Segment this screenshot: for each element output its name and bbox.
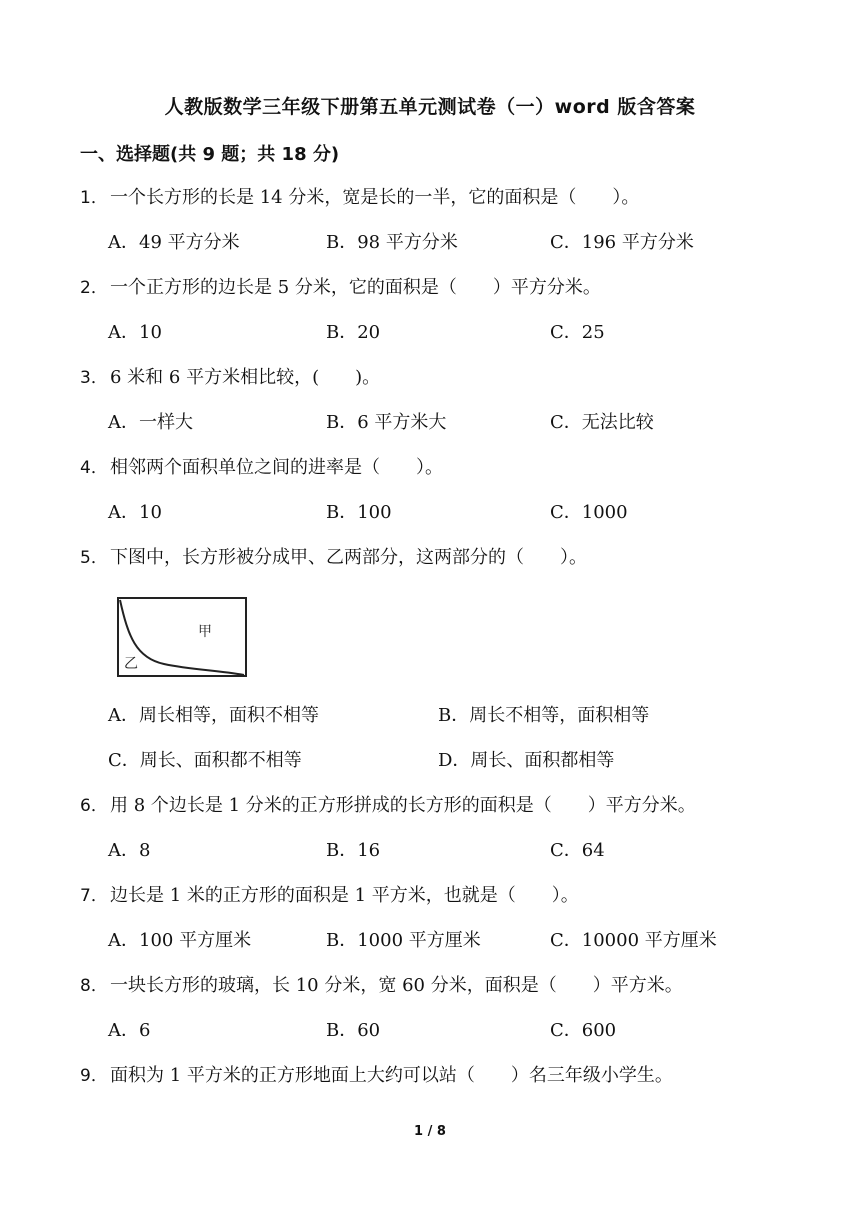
question-text: 面积为 1 平方米的正方形地面上大约可以站（ ）名三年级小学生。	[110, 1065, 673, 1086]
question-number: 1．	[80, 188, 108, 208]
question-number: 6．	[80, 796, 108, 816]
question-9	[80, 1061, 673, 1087]
option-a: A．8	[108, 840, 151, 861]
option-c: C．10000 平方厘米	[550, 930, 717, 951]
option-a: A．49 平方分米	[108, 232, 240, 253]
question-number: 5．	[80, 548, 108, 568]
option-c: C．64	[550, 840, 605, 861]
question-text: 一块长方形的玻璃，长 10 分米，宽 60 分米，面积是（ ）平方米。	[110, 975, 683, 996]
section-heading: 一、选择题(共 9 题；共 18 分)	[80, 144, 340, 165]
question-number: 2．	[80, 278, 108, 298]
question-8	[80, 971, 683, 997]
option-c: C．196 平方分米	[550, 232, 694, 253]
page-number: 1 / 8	[414, 1124, 446, 1139]
question-1	[80, 183, 639, 209]
option-a: A．100 平方厘米	[108, 930, 252, 951]
option-c: C．周长、面积都不相等	[108, 750, 302, 771]
rectangle-figure	[116, 596, 250, 684]
question-3	[80, 363, 380, 389]
option-c: C．25	[550, 322, 605, 343]
question-number: 9．	[80, 1066, 108, 1086]
question-text: 6 米和 6 平方米相比较，( )。	[110, 367, 381, 388]
question-number: 4．	[80, 458, 108, 478]
option-d: D．周长、面积都相等	[438, 750, 615, 771]
question-4	[80, 453, 443, 479]
question-text: 用 8 个边长是 1 分米的正方形拼成的长方形的面积是（ ）平方分米。	[110, 795, 696, 816]
question-text: 一个正方形的边长是 5 分米，它的面积是（ ）平方分米。	[110, 277, 601, 298]
option-b: B．100	[326, 502, 392, 523]
option-a: A．一样大	[108, 412, 193, 433]
question-number: 8．	[80, 976, 108, 996]
option-a: A．10	[108, 322, 162, 343]
document-title: 人教版数学三年级下册第五单元测试卷（一）word 版含答案	[164, 96, 696, 118]
question-text: 下图中，长方形被分成甲、乙两部分，这两部分的（ ）。	[110, 547, 587, 568]
option-b: B．20	[326, 322, 381, 343]
option-b: B．98 平方分米	[326, 232, 458, 253]
question-number: 3．	[80, 368, 108, 388]
question-text: 相邻两个面积单位之间的进率是（ ）。	[110, 457, 443, 478]
question-text: 边长是 1 米的正方形的面积是 1 平方米，也就是（ ）。	[110, 885, 579, 906]
option-b: B．周长不相等，面积相等	[438, 705, 650, 726]
option-b: B．6 平方米大	[326, 412, 447, 433]
option-b: B．60	[326, 1020, 381, 1041]
question-5	[80, 543, 587, 569]
option-a: A．周长相等，面积不相等	[108, 705, 319, 726]
region-label-yi: 乙	[124, 656, 138, 672]
region-label-jia: 甲	[198, 624, 212, 640]
option-c: C．600	[550, 1020, 617, 1041]
question-2	[80, 273, 601, 299]
question-7	[80, 881, 579, 907]
question-6	[80, 791, 696, 817]
rectangle-diagram	[116, 596, 250, 680]
option-a: A．6	[108, 1020, 151, 1041]
option-a: A．10	[108, 502, 162, 523]
option-b: B．16	[326, 840, 381, 861]
option-b: B．1000 平方厘米	[326, 930, 481, 951]
question-number: 7．	[80, 886, 108, 906]
dividing-curve	[120, 600, 244, 675]
question-text: 一个长方形的长是 14 分米，宽是长的一半，它的面积是（ ）。	[110, 187, 640, 208]
option-c: C．1000	[550, 502, 628, 523]
option-c: C．无法比较	[550, 412, 654, 433]
